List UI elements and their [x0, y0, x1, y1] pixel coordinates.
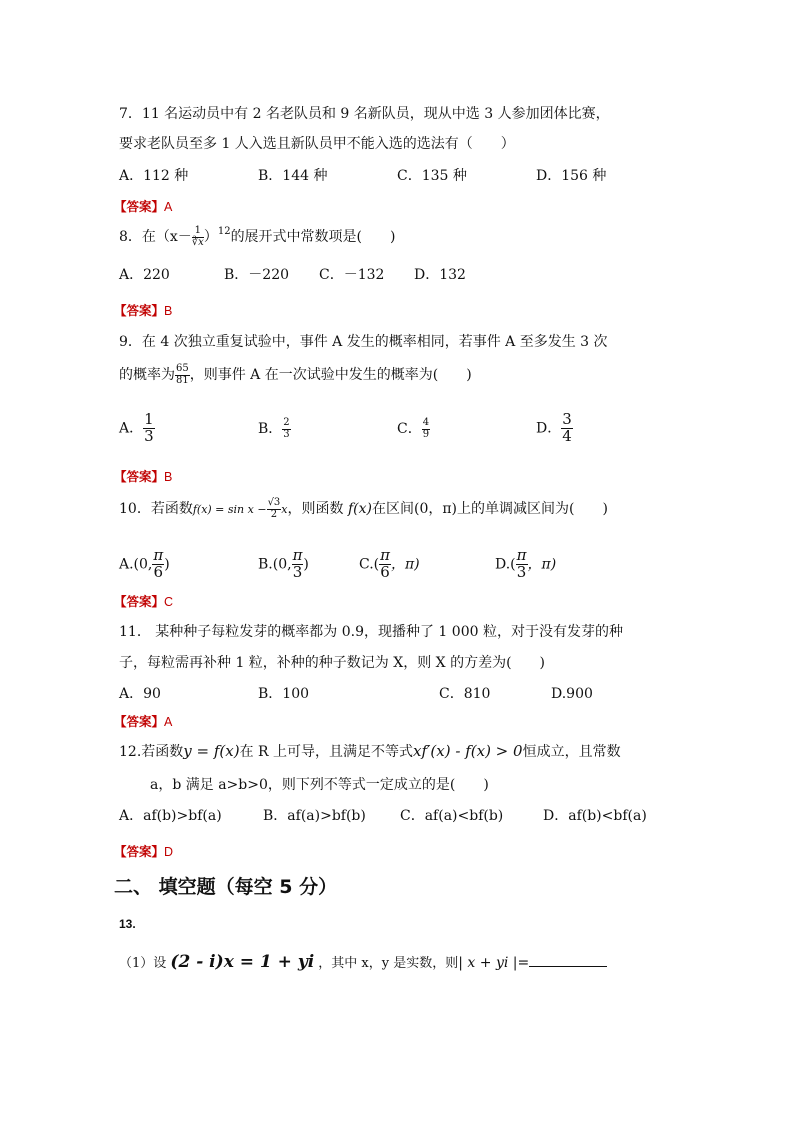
- answer-label: 【答案】: [114, 199, 165, 214]
- answer-letter: B: [164, 470, 173, 484]
- option-label: D．: [536, 420, 562, 437]
- answer-blank[interactable]: [529, 952, 607, 967]
- q10-option-d: [495, 548, 556, 581]
- option-label: A.(0,: [119, 556, 153, 573]
- q7-option-a: A．112 种: [119, 168, 189, 184]
- q10-option-c: [359, 548, 420, 581]
- q7-text-line2: 要求老队员至多 1 人入选且新队员甲不能入选的选法有（ ）: [119, 136, 515, 152]
- q11-answer: [114, 713, 172, 731]
- q9-option-c: [397, 418, 430, 440]
- q9-text-line1: 9．在 4 次独立重复试验中，事件 A 发生的概率相同，若事件 A 至多发生 3 次: [119, 334, 608, 350]
- answer-letter: D: [164, 845, 174, 859]
- q7-option-b: B．144 种: [258, 168, 328, 184]
- q9-frac-den: 81: [176, 374, 189, 386]
- q13-sub1-prefix: （1）设: [119, 956, 167, 971]
- option-label: A．: [119, 420, 144, 437]
- option-fraction: [152, 548, 164, 581]
- q7-text-line1: 7．11 名运动员中有 2 名老队员和 9 名新队员，现从中选 3 人参加团体比赛，: [119, 106, 610, 122]
- q8-option-a: A．220: [119, 267, 170, 283]
- frac-den: 4: [562, 426, 572, 445]
- q9-answer: [114, 468, 172, 486]
- option-tail: ): [164, 556, 170, 573]
- q8-answer: [114, 302, 172, 320]
- q9-option-d: [536, 412, 573, 445]
- q12-text-line1: [119, 741, 621, 762]
- frac-num: π: [153, 546, 164, 564]
- frac-den: 6: [380, 562, 390, 581]
- option-tail: ): [303, 556, 309, 573]
- frac-num: 1: [144, 410, 154, 428]
- q12-inequality: xf′(x) - f(x) > 0: [413, 742, 523, 760]
- answer-label: 【答案】: [114, 594, 165, 609]
- q10-fx: f(x): [347, 501, 372, 517]
- frac-num: π: [380, 546, 390, 564]
- option-fraction: [282, 418, 290, 440]
- frac-num: 4: [422, 417, 430, 428]
- option-fraction: [561, 412, 573, 445]
- q12-suffix: 恒成立，且常数: [522, 744, 621, 760]
- q8-option-d: D．132: [414, 267, 466, 283]
- q9-option-b: [258, 418, 291, 440]
- frac-num: 2: [283, 417, 290, 428]
- q13-sub1-mid: ，其中 x，y 是实数，则: [318, 956, 459, 971]
- q7-option-c: C．135 种: [397, 168, 467, 184]
- q10-frac-den: 2: [270, 508, 278, 520]
- q10-text: [119, 498, 608, 520]
- frac-den: 3: [292, 562, 303, 581]
- q9-line2-suffix: ，则事件 A 在一次试验中发生的概率为( ): [189, 367, 472, 383]
- answer-letter: B: [164, 304, 173, 318]
- q10-option-a: [119, 548, 170, 581]
- q8-tail: 的展开式中常数项是( ): [230, 229, 396, 245]
- frac-num: 3: [562, 410, 572, 428]
- q8-suffix: ）: [203, 229, 218, 245]
- q7-answer: [114, 198, 172, 216]
- section-title: 二、 填空题（每空 5 分）: [114, 876, 338, 898]
- q12-mid: 在 R 上可导，且满足不等式: [239, 744, 414, 760]
- frac-den: 3: [144, 426, 154, 445]
- q10-answer: [114, 593, 173, 611]
- q9-option-a: [119, 412, 155, 445]
- q8-text: [119, 226, 396, 249]
- option-tail: ，π): [527, 556, 557, 573]
- q10-mid: ，则函数: [287, 501, 344, 517]
- q11-option-d: D.900: [551, 686, 593, 702]
- q12-func: y = f(x): [183, 742, 240, 760]
- q9-frac-num: 65: [176, 363, 189, 374]
- q9-line2-prefix: 的概率为: [119, 367, 175, 383]
- q10-suffix: 在区间(0，π)上的单调减区间为( ): [371, 501, 608, 517]
- q11-text-line2: 子，每粒需再补种 1 粒，补种的种子数记为 X，则 X 的方差为( ): [119, 655, 546, 671]
- q10-prefix: 10．若函数: [119, 501, 193, 517]
- answer-letter: C: [164, 595, 174, 609]
- q8-fraction: [192, 226, 204, 248]
- q12-option-c: C．af(a)<bf(b): [400, 808, 504, 824]
- frac-den: 9: [422, 428, 430, 440]
- q8-option-b: B．－220: [224, 267, 290, 283]
- option-fraction: [143, 412, 155, 445]
- q8-prefix: 8．在（x－: [119, 229, 192, 245]
- frac-num: π: [516, 546, 527, 564]
- q10-fraction: [267, 498, 282, 520]
- q12-answer: [114, 843, 173, 861]
- q10-frac-num: √3: [267, 497, 281, 508]
- q8-frac-num: 1: [192, 226, 204, 238]
- option-tail: ，π): [390, 556, 420, 573]
- q8-exponent: 12: [217, 226, 231, 237]
- option-label: B.(0,: [258, 556, 292, 573]
- frac-den: 3: [516, 562, 527, 581]
- answer-label: 【答案】: [114, 469, 165, 484]
- q12-text-line2: a，b 满足 a>b>0，则下列不等式一定成立的是( ): [150, 777, 489, 793]
- option-fraction: [422, 418, 430, 440]
- q12-prefix: 12.若函数: [119, 744, 184, 760]
- option-label: C．: [397, 421, 422, 437]
- q9-fraction: [175, 364, 190, 386]
- q13-sub1: [119, 952, 607, 974]
- q12-option-d: D．af(b)<bf(a): [543, 808, 647, 824]
- q10-func-tail: x: [281, 503, 288, 516]
- q8-option-c: C．－132: [319, 267, 385, 283]
- option-fraction: [379, 548, 391, 581]
- option-fraction: [292, 548, 304, 581]
- answer-label: 【答案】: [114, 714, 165, 729]
- answer-letter: A: [164, 200, 173, 214]
- option-label: B．: [258, 421, 283, 437]
- q9-text-line2: [119, 364, 472, 386]
- q10-option-b: [258, 548, 309, 581]
- q12-option-a: A．af(b)>bf(a): [119, 808, 222, 824]
- option-label: C.(: [359, 556, 380, 573]
- frac-den: 3: [283, 428, 290, 440]
- q7-option-d: D．156 种: [536, 168, 607, 184]
- q11-text-line1: 11． 某种种子每粒发芽的概率都为 0.9，现播种了 1 000 粒，对于没有发芽的种: [119, 624, 623, 640]
- q10-func: f(x) = sin x −: [192, 503, 267, 516]
- q13-equation: (2 - i)x = 1 + yi: [170, 952, 315, 972]
- frac-den: 6: [153, 562, 164, 581]
- answer-label: 【答案】: [114, 844, 165, 859]
- q8-frac-den: ∛x: [191, 236, 204, 248]
- option-label: D.(: [495, 556, 516, 573]
- option-fraction: [516, 548, 528, 581]
- frac-num: π: [292, 546, 303, 564]
- q13-abs-expression: | x + yi |=: [458, 955, 530, 971]
- q12-option-b: B．af(a)>bf(b): [263, 808, 366, 824]
- q11-option-c: C．810: [439, 686, 491, 702]
- q13-number: 13.: [119, 917, 136, 931]
- q11-option-b: B．100: [258, 686, 310, 702]
- answer-letter: A: [164, 715, 173, 729]
- answer-label: 【答案】: [114, 303, 165, 318]
- q11-option-a: A．90: [119, 686, 161, 702]
